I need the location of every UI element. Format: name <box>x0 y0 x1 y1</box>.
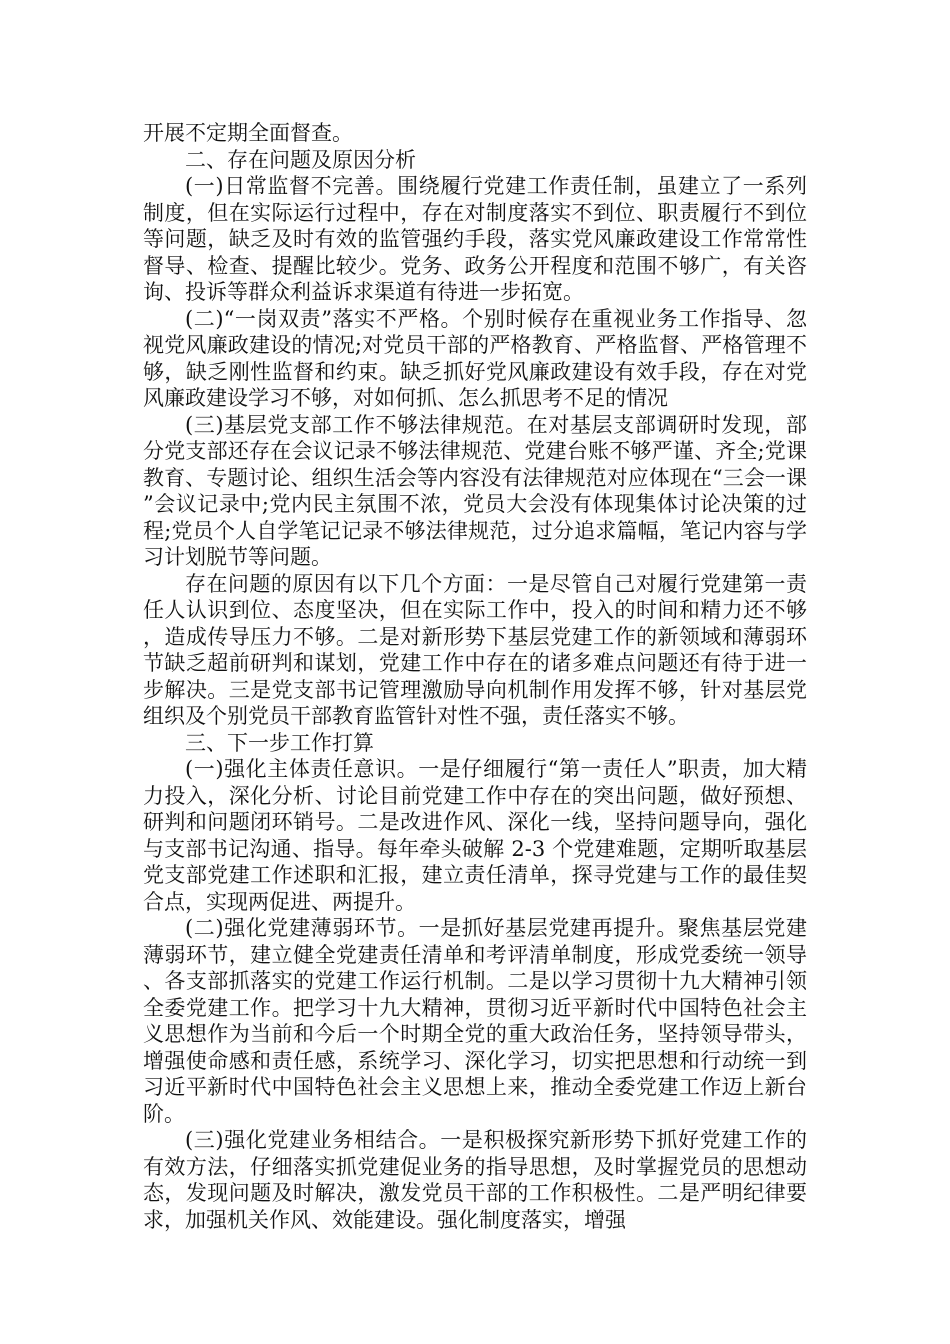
document-body <box>143 120 807 1233</box>
paragraph: (二)“一岗双责”落实不严格。个别时候存在重视业务工作指导、忽视党风廉政建设的情况;对党员干部的严格教育、严格监督、严格管理不够，缺乏刚性监督和约束。缺乏抓好党风廉政建设有效手段，存在对党风廉政建设学习不够，对如何抓、怎么抓思考不足的情况 <box>143 306 807 410</box>
paragraph: (三)强化党建业务相结合。一是积极探究新形势下抓好党建工作的有效方法，仔细落实抓党建促业务的指导思想，及时掌握党员的思想动态，发现问题及时解决，激发党员干部的工作积极性。二是严明纪律要求，加强机关作风、效能建设。强化制度落实，增强 <box>143 1128 807 1232</box>
paragraph: (一)日常监督不完善。围绕履行党建工作责任制，虽建立了一系列制度，但在实际运行过程中，存在对制度落实不到位、职责履行不到位等问题，缺乏及时有效的监管强约手段，落实党风廉政建设工作常常性督导、检查、提醒比较少。党务、政务公开程度和范围不够广，有关咨询、投诉等群众利益诉求渠道有待进一步拓宽。 <box>143 174 807 304</box>
paragraph: (二)强化党建薄弱环节。一是抓好基层党建再提升。聚焦基层党建薄弱环节，建立健全党建责任清单和考评清单制度，形成党委统一领导、各支部抓落实的党建工作运行机制。二是以学习贯彻十九大精神引领全委党建工作。把学习十九大精神，贯彻习近平新时代中国特色社会主义思想作为当前和今后一个时期全党的重大政治任务，坚持领导带头，增强使命感和责任感，系统学习、深化学习，切实把思想和行动统一到习近平新时代中国特色社会主义思想上来，推动全委党建工作迈上新台阶。 <box>143 916 807 1126</box>
paragraph: (三)基层党支部工作不够法律规范。在对基层支部调研时发现，部分党支部还存在会议记录不够法律规范、党建台账不够严谨、齐全;党课教育、专题讨论、组织生活会等内容没有法律规范对应体现在“三会一课”会议记录中;党内民主氛围不浓，党员大会没有体现集体讨论决策的过程;党员个人自学笔记记录不够法律规范，过分追求篇幅，笔记内容与学习计划脱节等问题。 <box>143 412 807 569</box>
paragraph: (一)强化主体责任意识。一是仔细履行“第一责任人”职责，加大精力投入，深化分析、讨论目前党建工作中存在的突出问题，做好预想、研判和问题闭环销号。二是改进作风、深化一线，坚持问题导向，强化与支部书记沟通、指导。每年牵头破解 2-3 个党建难题，定期听取基层党支部党建工作述职和汇报，建立责任清单，探寻党建与工作的最佳契合点，实现两促进、两提升。 <box>143 757 807 914</box>
paragraph: 存在问题的原因有以下几个方面：一是尽管自己对履行党建第一责任人认识到位、态度坚决，但在实际工作中，投入的时间和精力还不够，造成传导压力不够。二是对新形势下基层党建工作的新领域和薄弱环节缺乏超前研判和谋划，党建工作中存在的诸多难点问题还有待于进一步解决。三是党支部书记管理激励导向机制作用发挥不够，针对基层党组织及个别党员干部教育监管针对性不强，责任落实不够。 <box>143 571 807 728</box>
section-heading: 三、下一步工作打算 <box>185 730 374 755</box>
paragraph: 开展不定期全面督查。 <box>143 121 353 145</box>
section-heading: 二、存在问题及原因分析 <box>185 147 416 172</box>
